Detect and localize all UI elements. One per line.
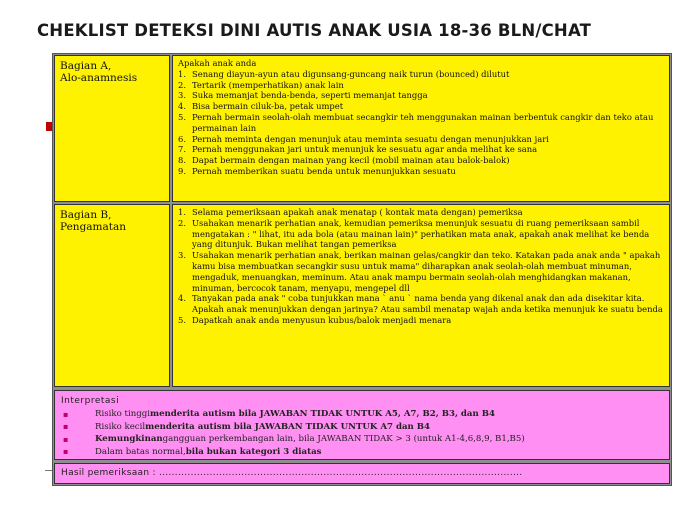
result-line: Hasil pemeriksaan : ................................................................................................................... bbox=[61, 468, 523, 478]
section-b-observation-item bbox=[178, 315, 666, 326]
section-b-label-cell bbox=[54, 204, 170, 387]
interpretation-row bbox=[55, 408, 669, 421]
interpretation-text: Risiko tinggi bbox=[95, 409, 150, 420]
section-a-question-item-text: Senang diayun-ayun atau digunsang-guncang naik turun (bounced) dilutut bbox=[192, 68, 510, 79]
section-a-question-item-text: Pernah meminta dengan menunjuk atau meminta sesuatu dengan menunjukkan jari bbox=[192, 133, 549, 144]
square-bullet-icon: ▪ bbox=[63, 447, 69, 457]
section-a-question-item-text: Dapat bermain dengan mainan yang kecil (mobil mainan atau balok-balok) bbox=[192, 155, 510, 166]
section-a-question-item-number: 5. bbox=[178, 111, 186, 122]
interpretation-text-tail: gangguan perkembangan lain, bila JAWABAN TIDAK > 3 (untuk A1-4,6,8,9, B1,B5) bbox=[162, 434, 525, 445]
section-b-observation-item-text: Selama pemeriksaan apakah anak menatap ( kontak mata dengan) pemeriksa bbox=[192, 207, 523, 217]
interpretation-row bbox=[55, 421, 669, 434]
interpretation-emphasis: menderita autism bila JAWABAN TIDAK UNTUK A7 dan B4 bbox=[145, 421, 431, 432]
section-a-label-line1: Bagian A, bbox=[60, 60, 112, 72]
section-a-question-item bbox=[178, 144, 666, 155]
interpretation-row bbox=[55, 446, 669, 459]
section-b-observation-item-text: Dapatkah anak anda menyusun kubus/balok menjadi menara bbox=[192, 314, 452, 325]
section-a-question-item-number: 9. bbox=[178, 165, 186, 176]
page-title: CHEKLIST DETEKSI DINI AUTIS ANAK USIA 18-36 BLN/CHAT bbox=[37, 21, 592, 40]
section-a-questions-cell bbox=[172, 55, 670, 202]
square-bullet-icon: ▪ bbox=[63, 434, 69, 444]
section-b-observation-item bbox=[178, 293, 666, 315]
section-a-question-item-text: Pernah menggunakan jari untuk menunjuk ke sesuatu agar anda melihat ke sana bbox=[192, 144, 538, 155]
section-a-question-item bbox=[178, 166, 666, 177]
section-b-observation-item-text: Tanyakan pada anak " coba tunjukkan mana ` anu ` nama benda yang dikenal anak dan ada disekitar kita. Apakah anak menunjukkan dengan jarinya? Atau sambil menatap wajah anda ketika menunjuk ke suatu benda bbox=[192, 293, 663, 315]
section-a-question-item-text: Pernah memberikan suatu benda untuk menunjukkan sesuatu bbox=[192, 165, 456, 176]
section-a-label-line2: Alo-anamnesis bbox=[60, 72, 138, 84]
square-bullet-icon: ▪ bbox=[63, 409, 69, 419]
section-b-label-line2: Pengamatan bbox=[60, 221, 127, 233]
section-a-question-item-number: 8. bbox=[178, 155, 186, 166]
section-a-question-item-number: 1. bbox=[178, 68, 186, 79]
section-b-observation-item bbox=[178, 218, 666, 250]
interpretation-text: Dalam batas normal, bbox=[95, 446, 186, 457]
interpretation-cell bbox=[54, 390, 670, 460]
section-b-observation-item-number: 3. bbox=[178, 250, 186, 261]
section-b-observation-item-text: Usahakan menarik perhatian anak, berikan mainan gelas/cangkir dan teko. Katakan pada anak anda " apakah kamu bisa membuatkan secangkir susu untuk mama" diharapkan anak seolah-olah membuat minuman, mengaduk, menuangkan, meminum. Atau anak mampu bermain seolah-olah menghidangkan makanan, minuman, bercocok tanam, menyapu, mengepel dll bbox=[192, 250, 661, 293]
interpretation-emphasis: bila bukan kategori 3 diatas bbox=[185, 446, 322, 457]
section-a-question-item-text: Tertarik (memperhatikan) anak lain bbox=[192, 79, 344, 90]
section-a-question-item-text: Pernah bermain seolah-olah membuat secangkir teh menggunakan mainan berbentuk cangkir dan teko atau permainan lain bbox=[192, 111, 654, 133]
section-a-question-item-text: Bisa bermain ciluk-ba, petak umpet bbox=[192, 101, 344, 112]
section-a-question-item bbox=[178, 155, 666, 166]
section-b-observation-item-number: 2. bbox=[178, 217, 186, 228]
section-b-observation-item-number: 1. bbox=[178, 207, 186, 217]
interpretation-title: Interpretasi bbox=[61, 396, 120, 406]
section-a-question-item bbox=[178, 90, 666, 101]
section-a-question-list bbox=[178, 69, 666, 177]
section-b-observation-cell bbox=[172, 204, 670, 387]
square-bullet-icon: ▪ bbox=[63, 422, 69, 432]
section-a-question-item bbox=[178, 112, 666, 134]
interpretation-list bbox=[55, 408, 669, 458]
section-a-label-cell bbox=[54, 55, 170, 202]
interpretation-row bbox=[55, 433, 669, 446]
section-a-question-item bbox=[178, 69, 666, 80]
result-cell bbox=[54, 463, 670, 484]
section-a-question-item bbox=[178, 101, 666, 112]
section-b-observation-item-text: Usahakan menarik perhatian anak, kemudian pemeriksa menunjuk sesuatu di ruang pemeriksaan sambil mengatakan : " lihat, itu ada bola (atau mainan lain)" perhatikan mata anak, apakah anak melihat ke benda yang ditunjuk. Bukan melihat tangan pemeriksa bbox=[192, 217, 650, 250]
section-a-intro: Apakah anak anda bbox=[178, 58, 257, 68]
section-a-question-item-text: Suka memanjat benda-benda, seperti memanjat tangga bbox=[192, 90, 428, 101]
section-a-question-item-number: 2. bbox=[178, 79, 186, 90]
section-b-observation-item-number: 4. bbox=[178, 293, 186, 304]
section-a-question-item-number: 6. bbox=[178, 133, 186, 144]
section-a-question-item bbox=[178, 80, 666, 91]
interpretation-emphasis: menderita autism bila JAWABAN TIDAK UNTUK A5, A7, B2, B3, dan B4 bbox=[149, 409, 495, 420]
section-b-observation-item bbox=[178, 207, 666, 218]
interpretation-emphasis: Kemungkinan bbox=[95, 434, 163, 445]
section-b-observation-item bbox=[178, 250, 666, 293]
section-a-question-item bbox=[178, 134, 666, 145]
section-b-observation-list bbox=[178, 207, 666, 326]
section-b-observation-item-number: 5. bbox=[178, 314, 186, 325]
section-a-question-item-number: 3. bbox=[178, 90, 186, 101]
section-a-question-item-number: 4. bbox=[178, 101, 186, 112]
section-b-label-line1: Bagian B, bbox=[60, 209, 112, 221]
section-a-question-item-number: 7. bbox=[178, 144, 186, 155]
interpretation-text: Risiko kecil bbox=[95, 421, 146, 432]
